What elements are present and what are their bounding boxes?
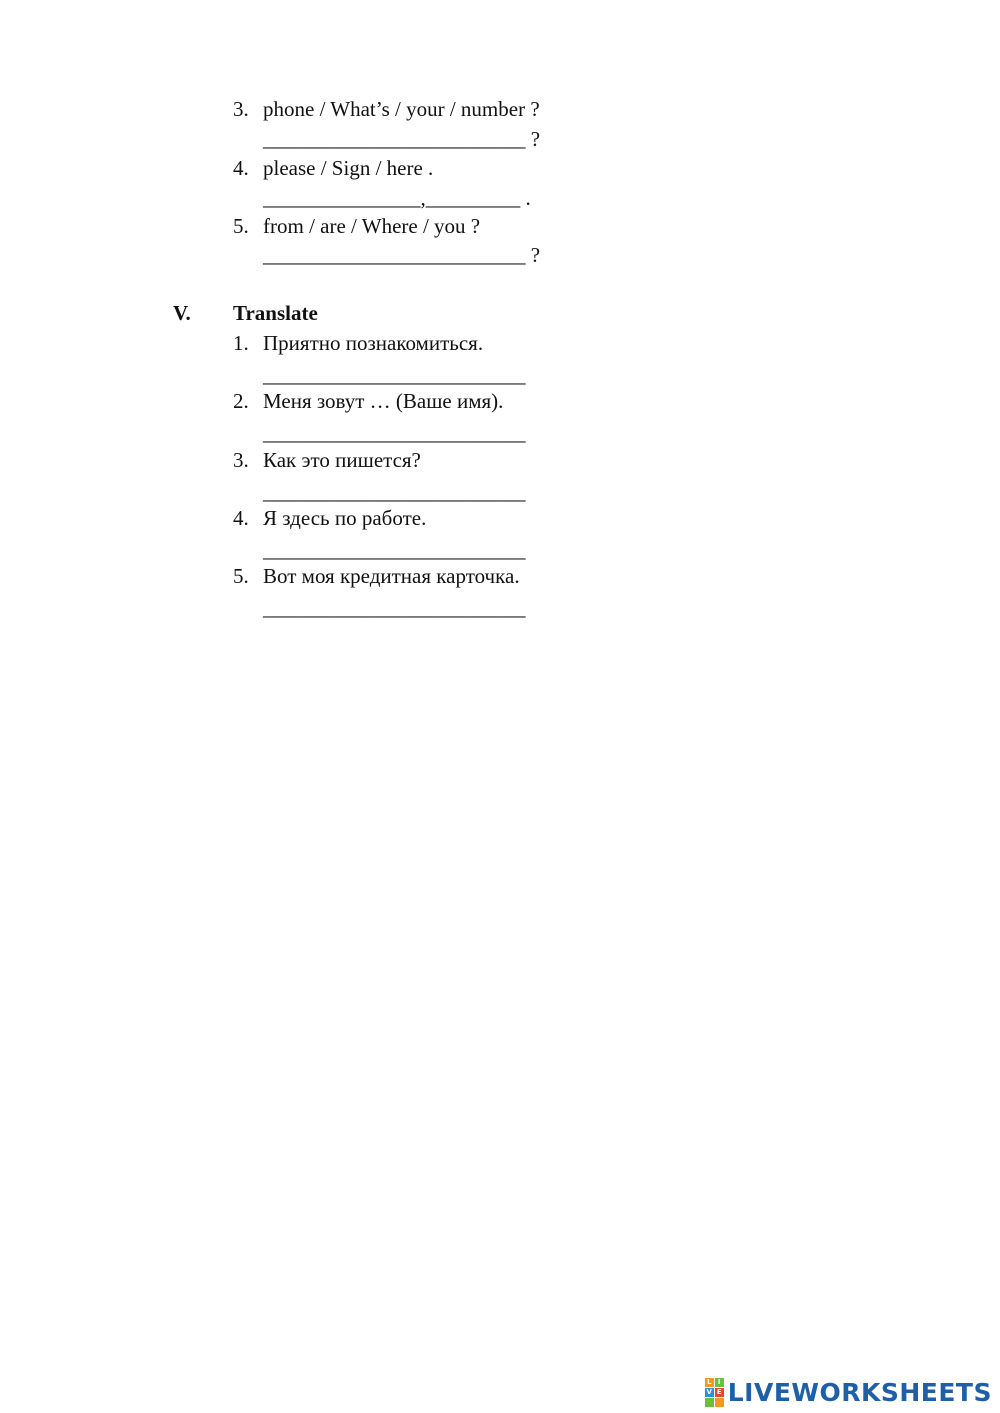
item-prompt: please / Sign / here . — [263, 156, 434, 180]
logo-tile: V — [706, 1387, 712, 1396]
section-number: V. — [173, 301, 191, 325]
logo-tile: I — [715, 1378, 724, 1387]
answer-line[interactable]: _________________________ — [263, 596, 526, 620]
answer-line[interactable]: _________________________ — [263, 363, 526, 387]
liveworksheets-logo[interactable] — [705, 1377, 992, 1407]
item-number: 2. — [233, 389, 249, 413]
item-prompt: from / are / Where / you ? — [263, 214, 481, 238]
item-number: 5. — [233, 564, 249, 588]
logo-tile: L — [705, 1378, 714, 1387]
logo-tile: E — [715, 1388, 724, 1397]
section-title: Translate — [233, 301, 318, 325]
item-prompt: Я здесь по работе. — [263, 506, 427, 530]
logo-text: LIVEWORKSHEETS — [727, 1377, 992, 1407]
answer-line[interactable]: _________________________ ? — [263, 127, 541, 151]
item-prompt: Приятно познакомиться. — [263, 331, 484, 355]
item-prompt: Вот моя кредитная карточка. — [263, 564, 520, 588]
item-number: 3. — [233, 448, 249, 472]
item-number: 4. — [233, 156, 249, 180]
answer-line[interactable]: _________________________ — [263, 480, 526, 504]
answer-line[interactable]: _________________________ — [263, 538, 526, 562]
logo-tiles-icon — [705, 1378, 724, 1407]
answer-line[interactable]: _________________________ — [263, 421, 526, 445]
answer-line[interactable]: _________________________ ? — [263, 243, 541, 267]
item-prompt: Как это пишется? — [263, 448, 421, 472]
item-number: 5. — [233, 214, 249, 238]
answer-line[interactable]: _______________,_________ . — [263, 186, 531, 210]
item-number: 4. — [233, 506, 249, 530]
logo-tile — [705, 1398, 714, 1407]
item-number: 1. — [233, 331, 249, 355]
logo-tile — [715, 1398, 724, 1407]
item-prompt: phone / What’s / your / number ? — [263, 97, 540, 121]
item-number: 3. — [233, 97, 249, 121]
item-prompt: Меня зовут … (Ваше имя). — [263, 389, 504, 413]
